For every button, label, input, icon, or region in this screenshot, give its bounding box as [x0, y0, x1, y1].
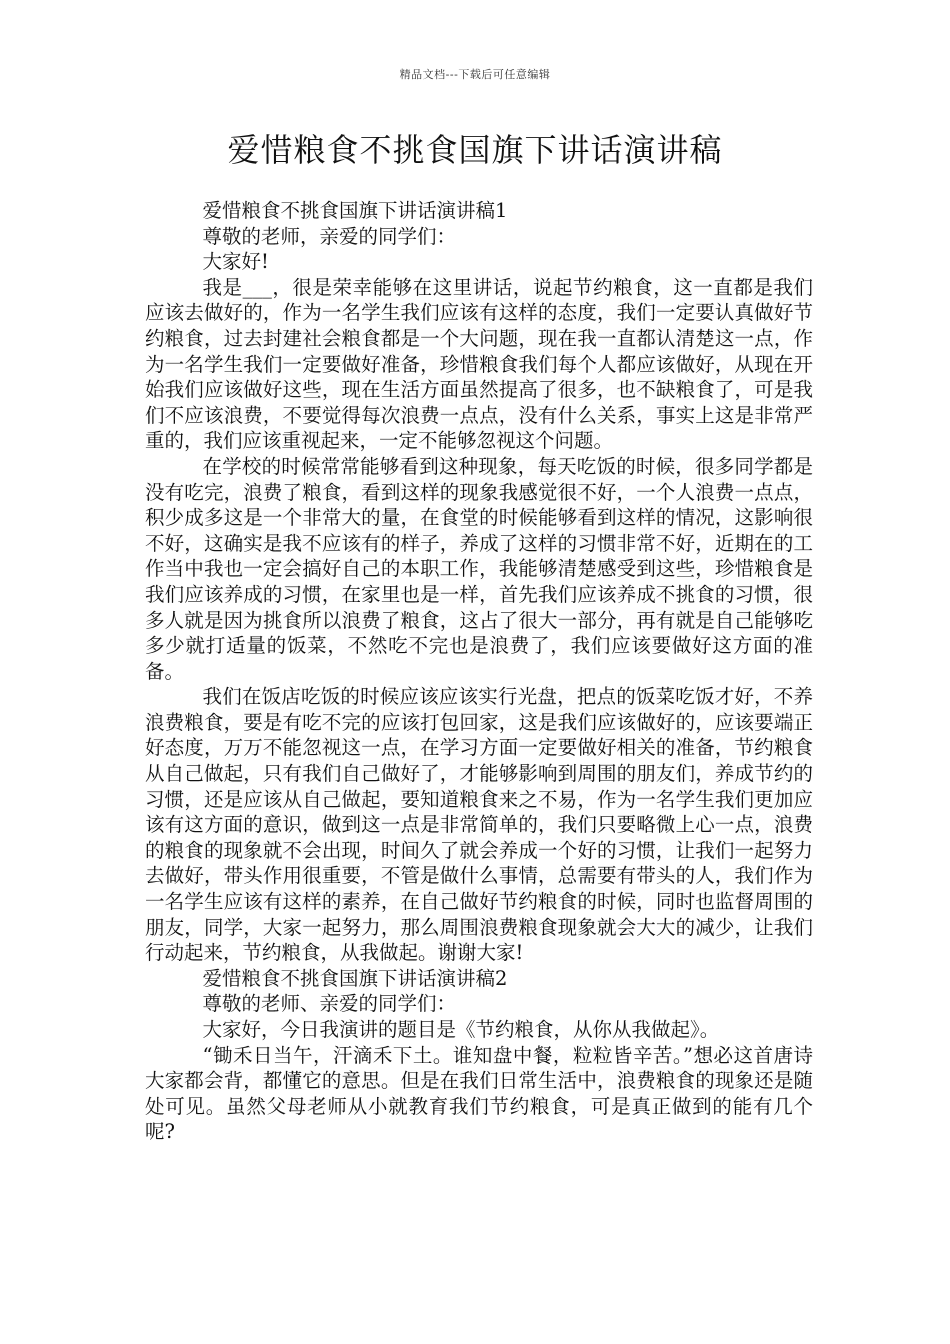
greeting: 大家好，今日我演讲的题目是《节约粮食，从你从我做起》。: [202, 1018, 720, 1041]
section-heading: 爱惜粮食不挑食国旗下讲话演讲稿2: [202, 966, 508, 990]
body-paragraph: “锄禾日当午，汗滴禾下土。谁知盘中餐，粒粒皆辛苦。”想必这首唐诗大家都会背，都懂它的意思。但是在我们日常生活中，浪费粮食的现象还是随处可见。虽然父母老师从小就教育我们节约粮食，可是真正做到的能有几个呢?: [145, 1043, 813, 1144]
greeting: 大家好!: [202, 250, 269, 274]
document-title: 爱惜粮食不挑食国旗下讲话演讲稿: [227, 131, 723, 169]
document-body: [145, 198, 813, 1145]
salutation: 尊敬的老师、亲爱的同学们：: [202, 992, 457, 1016]
body-paragraph: 我们在饭店吃饭的时候应该应该实行光盘，把点的饭菜吃饭才好，不养浪费粮食，要是有吃不完的应该打包回家，这是我们应该做好的，应该要端正好态度，万万不能忽视这一点，在学习方面一定要做好相关的准备，节约粮食从自己做起，只有我们自己做好了，才能够影响到周围的朋友们，养成节约的习惯，还是应该从自己做起，要知道粮食来之不易，作为一名学生我们更加应该有这方面的意识，做到这一点是非常简单的，我们只要略微上心一点，浪费的粮食的现象就不会出现，时间久了就会养成一个好的习惯，让我们一起努力去做好，带头作用很重要，不管是做什么事情，总需要有带头的人，我们作为一名学生应该有这样的素养，在自己做好节约粮食的时候，同时也监督周围的朋友，同学，大家一起努力，那么周围浪费粮食现象就会大大的减少，让我们行动起来，节约粮食，从我做起。谢谢大家!: [145, 685, 813, 965]
salutation: 尊敬的老师，亲爱的同学们：: [202, 224, 457, 248]
body-paragraph: 在学校的时候常常能够看到这种现象，每天吃饭的时候，很多同学都是没有吃完，浪费了粮食，看到这样的现象我感觉很不好，一个人浪费一点点，积少成多这是一个非常大的量，在食堂的时候能够看到这样的情况，这影响很不好，这确实是我不应该有的样子，养成了这样的习惯非常不好，近期在的工作当中我也一定会搞好自己的本职工作，我能够清楚感受到这些，珍惜粮食是我们应该养成的习惯，在家里也是一样，首先我们应该养成不挑食的习惯，很多人就是因为挑食所以浪费了粮食，这占了很大一部分，再有就是自己能够吃多少就打适量的饭菜，不然吃不完也是浪费了，我们应该要做好这方面的准备。: [145, 454, 813, 683]
header-note: 精品文档---下载后可任意编辑: [399, 68, 551, 81]
section-heading: 爱惜粮食不挑食国旗下讲话演讲稿1: [202, 199, 508, 222]
body-paragraph: 我是___，很是荣幸能够在这里讲话，说起节约粮食，这一直都是我们应该去做好的，作为一名学生我们应该有这样的态度，我们一定要认真做好节约粮食，过去封建社会粮食都是一个大问题，现在我一直都认清楚这一点，作为一名学生我们一定要做好准备，珍惜粮食我们每个人都应该做好，从现在开始我们应该做好这些，现在生活方面虽然提高了很多，也不缺粮食了，可是我们不应该浪费，不要觉得每次浪费一点点，没有什么关系，事实上这是非常严重的，我们应该重视起来，一定不能够忽视这个问题。: [145, 275, 813, 453]
